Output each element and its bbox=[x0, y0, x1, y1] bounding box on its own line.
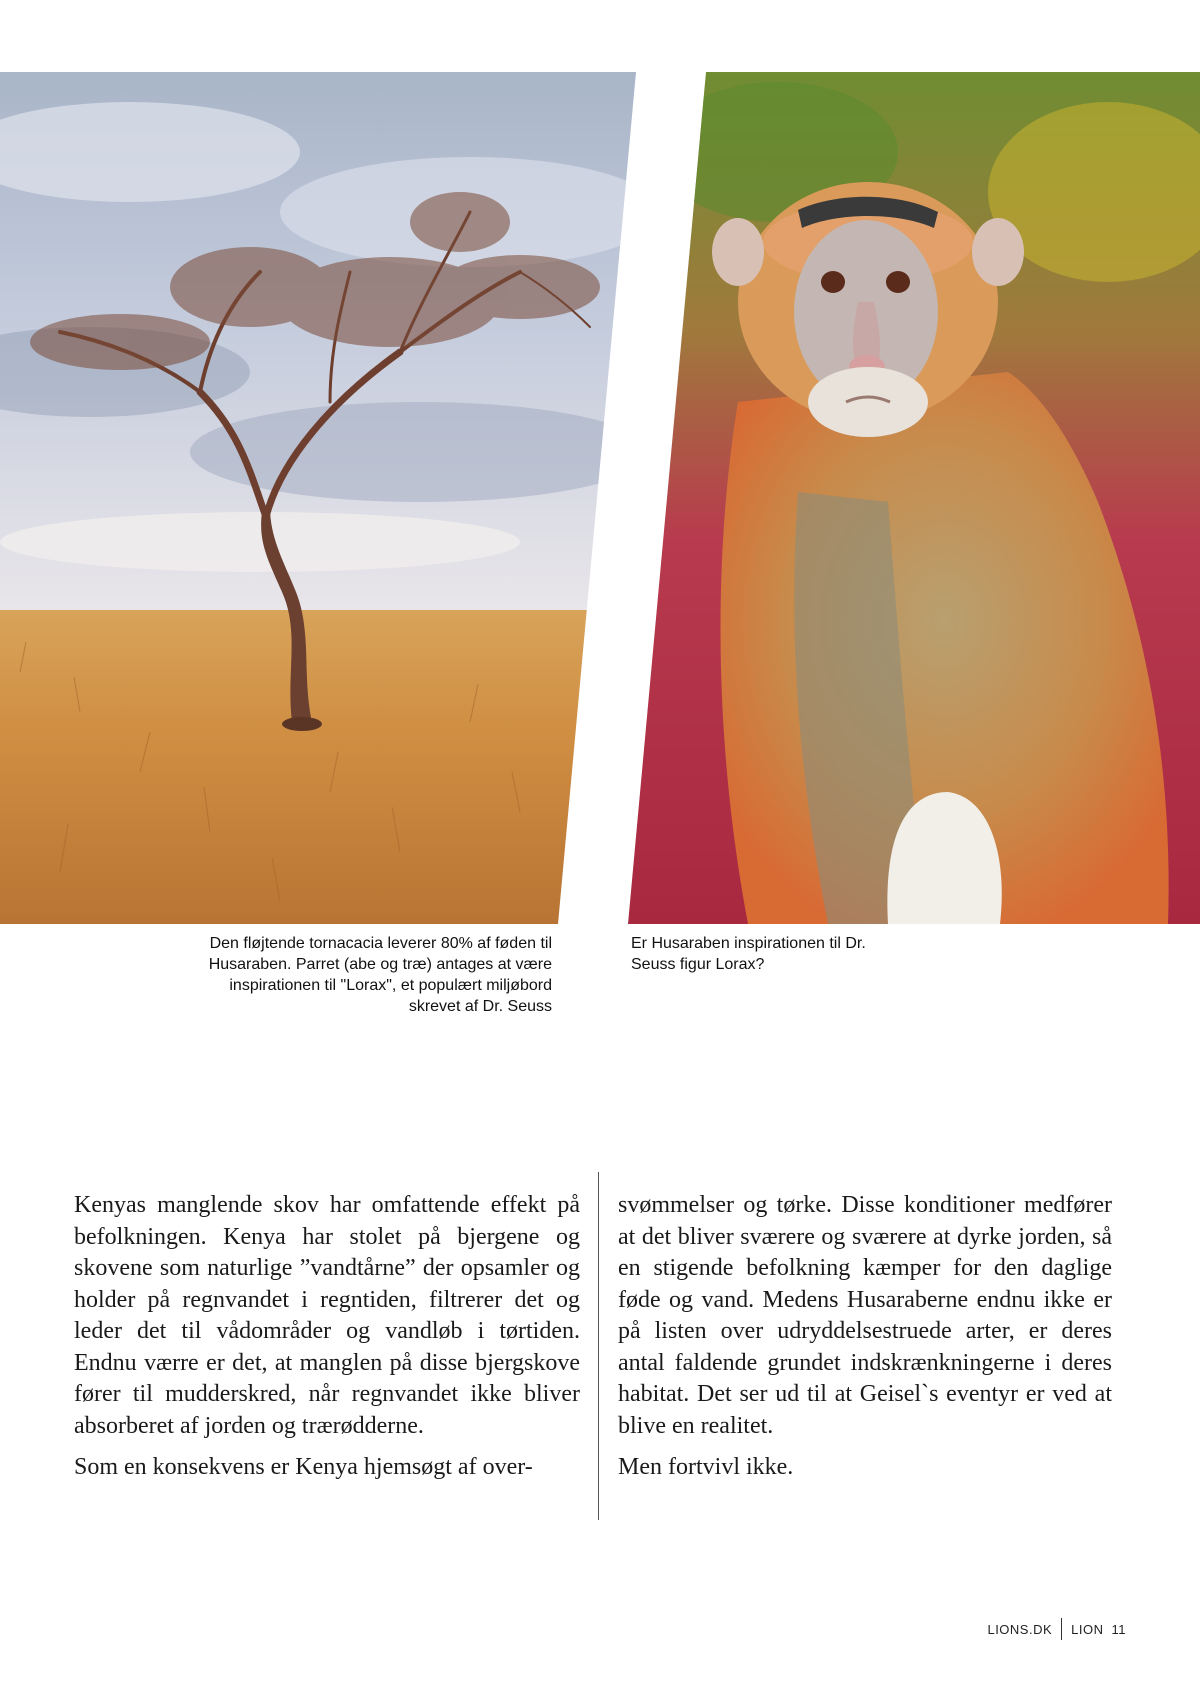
page-number: 11 bbox=[1111, 1621, 1126, 1637]
article-column-left bbox=[74, 1190, 580, 1494]
patas-monkey-photo bbox=[628, 72, 1200, 924]
article-column-right bbox=[618, 1190, 1112, 1494]
site-url: LIONS.DK bbox=[987, 1621, 1053, 1637]
caption-line: Den fløjtende tornacacia leverer 80% af føden til bbox=[209, 935, 552, 952]
monkey-photo-caption bbox=[631, 933, 931, 975]
caption-line: inspirationen til "Lorax", et populært miljøbord bbox=[229, 977, 552, 994]
footer-divider bbox=[1061, 1618, 1062, 1640]
caption-line: Husaraben. Parret (abe og træ) antages at være bbox=[208, 956, 552, 973]
column-divider bbox=[598, 1172, 599, 1520]
tree-photo-caption bbox=[172, 933, 552, 1017]
body-paragraph: svømmelser og tørke. Disse konditioner medfører at det bliver sværere og sværere at dyrke jorden, så en stigende befolkning kæmper for den daglige føde og vand. Medens Husaraberne endnu ikke er på listen over udryddelsestruede arter, er deres antal faldende grundet indskrænkningerne i deres habitat. Det ser ud til at Geisel`s eventyr er ved at blive en realitet. bbox=[618, 1192, 1112, 1439]
body-paragraph: Men fortvivl ikke. bbox=[618, 1454, 794, 1480]
body-paragraph: Kenyas manglende skov har omfattende effekt på befolkningen. Kenya har stolet på bjergene og skovene som naturlige ”vandtårne” der opsamler og holder på regnvandet i regntiden, filtrerer det og leder det til vådområder og vandløb i tørtiden. Endnu værre er det, at manglen på disse bjergskove fører til mudderskred, når regnvandet ikke bliver absorberet af jorden og trærødderne. bbox=[74, 1192, 580, 1439]
caption-line: Er Husaraben inspirationen til Dr. bbox=[631, 935, 866, 952]
acacia-tree-photo bbox=[0, 72, 636, 924]
page-footer bbox=[987, 1618, 1126, 1640]
body-paragraph: Som en konsekvens er Kenya hjemsøgt af over- bbox=[74, 1454, 533, 1480]
magazine-name: LION bbox=[1071, 1621, 1104, 1637]
caption-line: Seuss figur Lorax? bbox=[631, 956, 765, 973]
caption-line: skrevet af Dr. Seuss bbox=[408, 998, 552, 1015]
